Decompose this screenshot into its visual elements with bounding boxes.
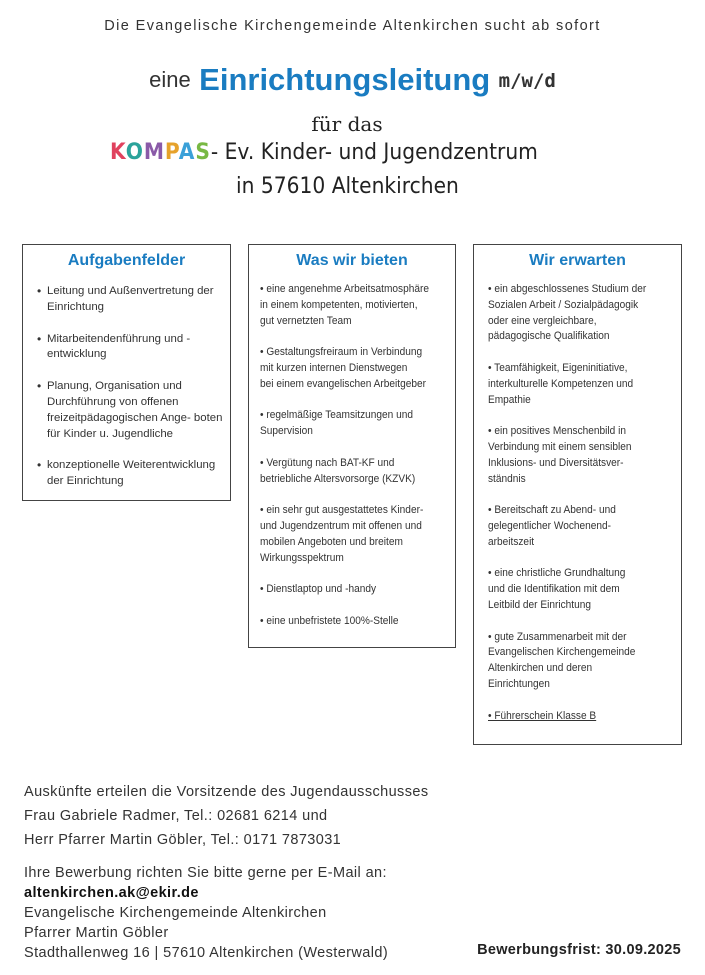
logo-letter: O: [125, 140, 144, 165]
center-subtitle: - Ev. Kinder- und Jugendzentrum: [210, 140, 538, 165]
box-wir-erwarten: [473, 244, 682, 745]
application-line: Pfarrer Martin Göbler: [24, 925, 169, 941]
application-deadline: Bewerbungsfrist: 30.09.2025: [477, 942, 681, 958]
box-title: Aufgabenfelder: [67, 252, 186, 269]
headline: [0, 62, 705, 98]
logo-letter: S: [195, 140, 211, 165]
contact-line: Herr Pfarrer Martin Göbler, Tel.: 0171 7873031: [24, 832, 342, 848]
list-item: • eine angenehme Arbeitsatmosphäre in einem kompetenten, motivierten, gut vernetzten Team: [260, 283, 429, 327]
address-line: Stadthallenweg 16 | 57610 Altenkirchen (Westerwald): [24, 945, 389, 961]
gender-suffix: m/w/d: [498, 70, 556, 92]
logo-letter: P: [164, 140, 179, 165]
city-line: in 57610 Altenkirchen: [236, 174, 459, 199]
headline-pre: eine: [149, 67, 191, 92]
box-was-wir-bieten: [248, 244, 456, 648]
list-item: • ein abgeschlossenes Studium der Sozialen Arbeit / Sozialpädagogik oder eine vergleichbare, pädagogische Qualifikation: [488, 283, 647, 343]
intro-line: Die Evangelische Kirchengemeinde Altenkirchen sucht ab sofort: [104, 18, 601, 34]
logo-letter: A: [178, 140, 196, 165]
kompass-logo: [110, 140, 211, 165]
list-item: • eine unbefristete 100%-Stelle: [260, 614, 399, 627]
job-title: Einrichtungsleitung: [199, 62, 491, 97]
list-item: • Mitarbeitendenführung und -entwicklung: [37, 332, 230, 364]
list-item: • gute Zusammenarbeit mit der Evangelischen Kirchengemeinde Altenkirchen und deren Einrichtungen: [488, 630, 636, 690]
list-item: • Leitung und Außenvertretung der Einrichtung: [37, 284, 230, 316]
list-item: • konzeptionelle Weiterentwicklung der Einrichtung: [37, 458, 230, 490]
list-item: • Teamfähigkeit, Eigeninitiative, interkulturelle Kompetenzen und Empathie: [488, 361, 634, 406]
box-aufgabenfelder: [22, 244, 231, 501]
email-link[interactable]: altenkirchen.ak@ekir.de: [24, 885, 199, 901]
list-item: • eine christliche Grundhaltung und die Identifikation mit dem Leitbild der Einrichtung: [488, 567, 626, 611]
contact-line: Auskünfte erteilen die Vorsitzende des Jugendausschusses: [24, 784, 429, 800]
list-item: • Planung, Organisation und Durchführung von offenen freizeitpädagogischen Ange- boten für Kinder u. Jugendliche: [37, 379, 230, 442]
center-line: [110, 140, 625, 165]
requirement-list: [488, 282, 681, 724]
list-item: • Dienstlaptop und -handy: [260, 583, 377, 596]
list-item: • ein positives Menschenbild in Verbindung mit einem sensiblen Inklusions- und Diversitätsver- ständnis: [488, 425, 632, 485]
logo-letter: M: [143, 140, 165, 165]
list-item: • Gestaltungsfreiraum in Verbindung mit kurzen internen Dienstwegen bei einem evangelischen Arbeitgeber: [260, 346, 426, 390]
application-line: Evangelische Kirchengemeinde Altenkirchen: [24, 905, 327, 921]
contact-info: [24, 780, 428, 852]
list-item: • ein sehr gut ausgestattetes Kinder- und Jugendzentrum mit offenen und mobilen Angeboten und breitem Wirkungsspektrum: [260, 504, 424, 564]
contact-line: Frau Gabriele Radmer, Tel.: 02681 6214 und: [24, 808, 328, 824]
list-item: • Vergütung nach BAT-KF und betriebliche Altersvorsorge (KZVK): [260, 456, 416, 485]
task-list: [37, 284, 230, 490]
box-title: Wir erwarten: [529, 252, 626, 269]
offer-list: [260, 282, 455, 630]
list-item: • Bereitschaft zu Abend- und gelegentlicher Wochenend- arbeitszeit: [488, 504, 616, 548]
fuer-das: für das: [311, 112, 383, 136]
list-item: • regelmäßige Teamsitzungen und Supervision: [260, 409, 414, 438]
application-line: Ihre Bewerbung richten Sie bitte gerne per E-Mail an:: [24, 865, 387, 881]
logo-letter: K: [110, 140, 126, 165]
box-title: Was wir bieten: [296, 252, 408, 269]
list-item: • Führerschein Klasse B: [488, 709, 597, 722]
application-info: [24, 863, 388, 963]
